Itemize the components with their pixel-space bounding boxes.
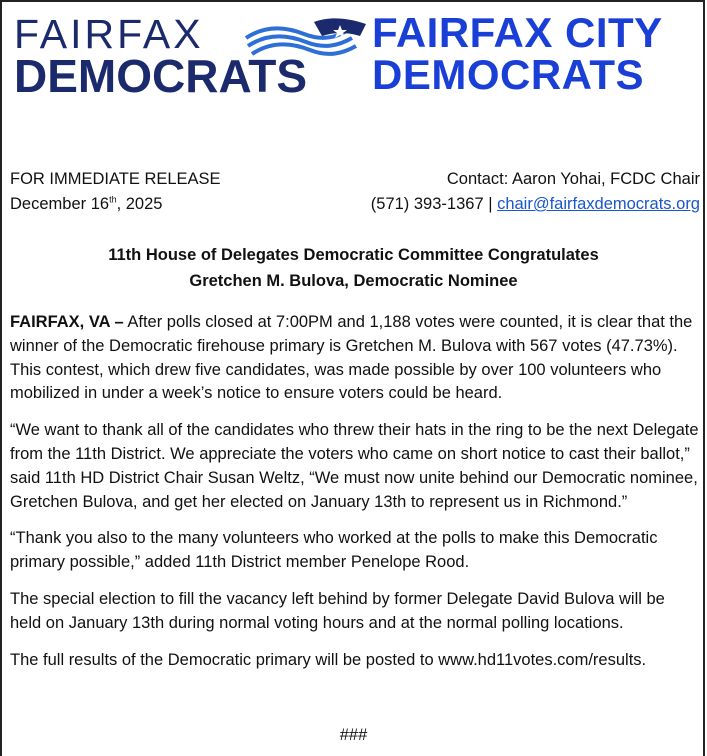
- release-info: [10, 167, 221, 217]
- contact-name: Contact: Aaron Yohai, FCDC Chair: [446, 170, 700, 188]
- paragraph-2: “We want to thank all of the candidates who threw their hats in the ring to be the next Delegate from the 11th District. We appreciate the voters who came on short notice to cast their ballot,” said 11th HD District Chair Susan Weltz, “We must now unite behind our Democratic nominee, Gretchen Bulova, and get her elected on January 13th to represent us in Richmond.”: [10, 421, 699, 511]
- press-body: [10, 311, 700, 685]
- press-headline: [0, 242, 707, 294]
- logo-right-line2: DEMOCRATS: [372, 51, 645, 98]
- fairfax-city-democrats-logo: [372, 10, 702, 100]
- contact-phone: (571) 393-1367 |: [370, 195, 498, 213]
- contact-line: [371, 192, 700, 217]
- closing-marks: ###: [339, 726, 368, 744]
- logo-left-line2: DEMOCRATS: [14, 50, 308, 102]
- logo-right-line1: FAIRFAX CITY: [372, 9, 663, 56]
- paragraph-3: “Thank you also to the many volunteers who worked at the polls to make this Democratic primary possible,” added 11th District member Penelope Rood.: [10, 529, 658, 572]
- dateline: FAIRFAX, VA –: [10, 313, 124, 331]
- paragraph-4: The special election to fill the vacancy left behind by former Delegate David Bulova will be held on January 13th during normal voting hours and at the normal polling locations.: [10, 589, 665, 632]
- release-label: FOR IMMEDIATE RELEASE: [10, 170, 221, 188]
- flag-swoosh-icon: [244, 16, 369, 62]
- paragraph-5: The full results of the Democratic primary will be posted to www.hd11votes.com/results.: [10, 650, 647, 669]
- date-main: December 16: [10, 195, 110, 213]
- headline-line1: 11th House of Delegates Democratic Committee Congratulates: [108, 246, 599, 264]
- header-logos: [10, 8, 700, 102]
- date-suffix: th: [109, 194, 117, 205]
- contact-email-link[interactable]: chair@fairfaxdemocrats.org: [497, 195, 700, 213]
- date-year: , 2025: [116, 195, 163, 213]
- release-date: [10, 192, 221, 217]
- contact-info: [371, 167, 700, 217]
- fairfax-democrats-logo: [14, 11, 364, 102]
- paragraph-1-text: After polls closed at 7:00PM and 1,188 votes were counted, it is clear that the winner of the Democratic firehouse primary is Gretchen M. Bulova with 567 votes (47.73%). This contest, which drew five candidates, was made possible by over 100 volunteers who mobilized in under a week’s notice to ensure voters could be heard.: [10, 313, 693, 403]
- logo-left-line1: FAIRFAX: [14, 11, 204, 57]
- headline-line2: Gretchen M. Bulova, Democratic Nominee: [189, 272, 518, 290]
- paragraph-1: [10, 311, 700, 406]
